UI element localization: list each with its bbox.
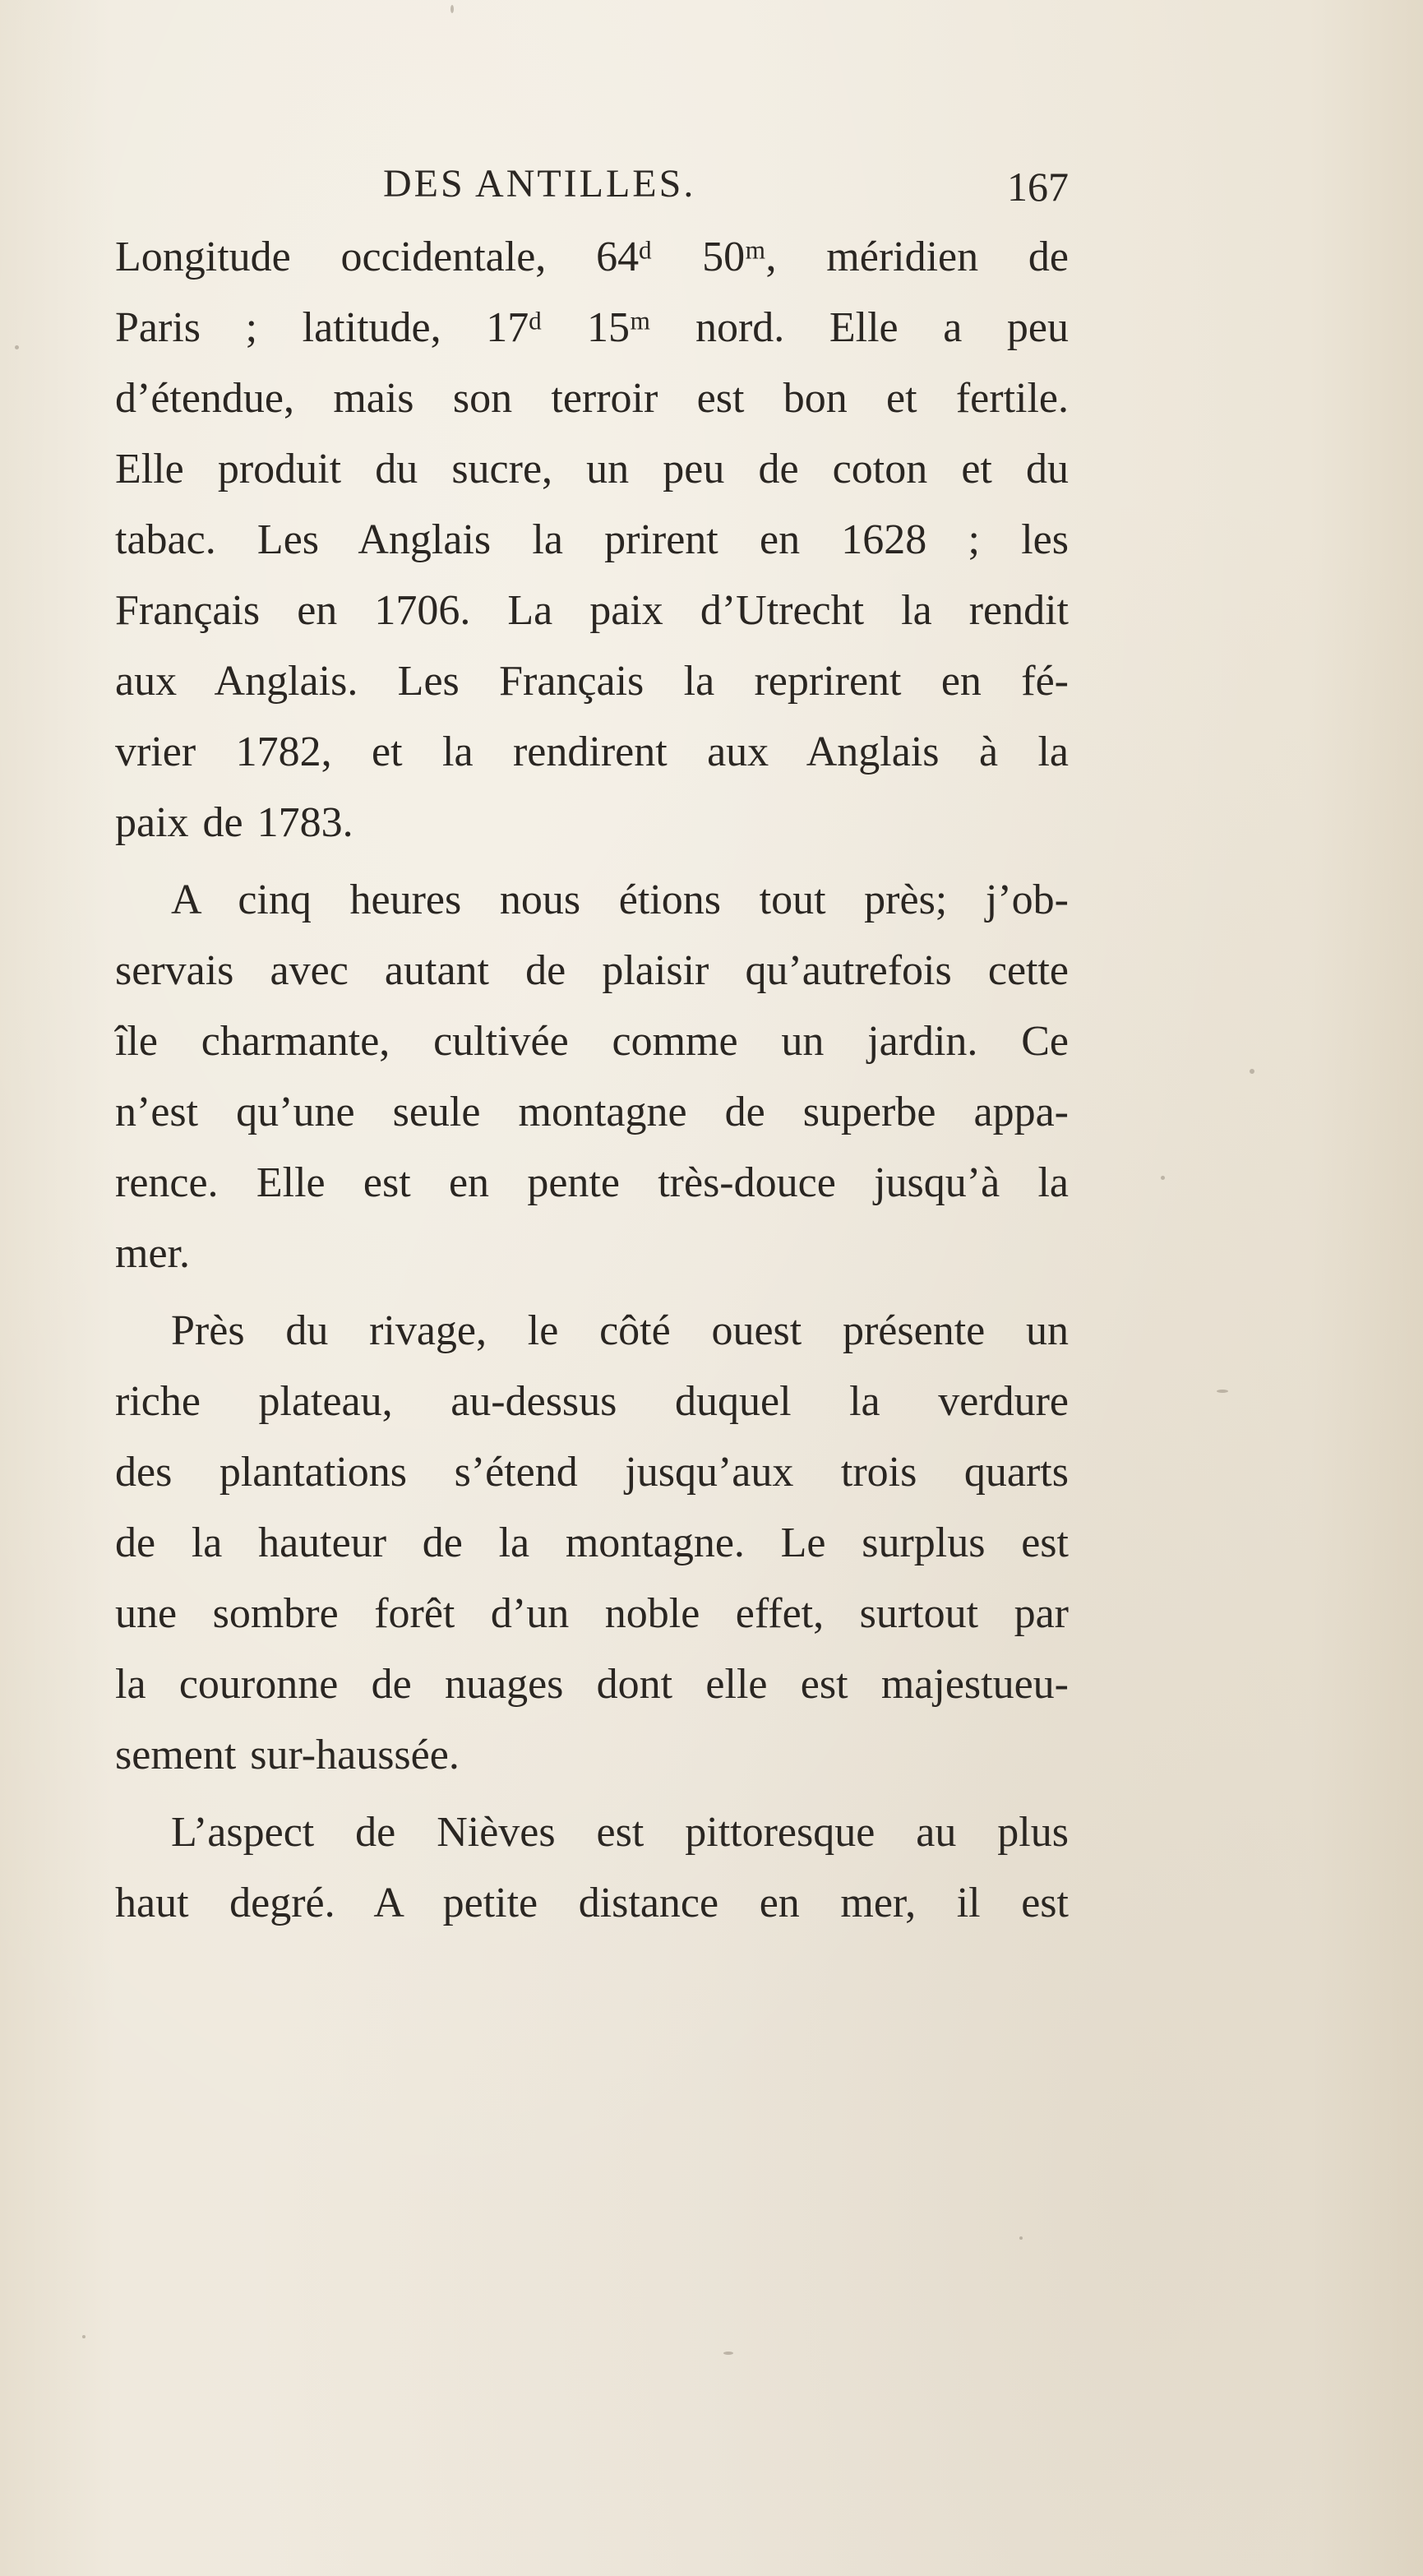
- text-line: L’aspect de Nièves est pittoresque au plus: [171, 1809, 1069, 1856]
- running-head: [107, 161, 1069, 219]
- paper-speck: [1161, 1176, 1165, 1180]
- text-line: tabac. Les Anglais la prirent en 1628 ; les: [115, 516, 1069, 563]
- text-line: une sombre forêt d’un noble effet, surtout par: [115, 1590, 1069, 1637]
- paragraph-3: [115, 1296, 1069, 1791]
- text-line: de la hauteur de la montagne. Le surplus est: [115, 1519, 1069, 1566]
- text-line: rence. Elle est en pente très-douce jusqu’à la: [115, 1159, 1069, 1206]
- text-line: la couronne de nuages dont elle est majestueu-: [115, 1661, 1069, 1708]
- paragraph-4: [115, 1797, 1069, 1939]
- text-line: vrier 1782, et la rendirent aux Anglais à la: [115, 728, 1069, 775]
- text-line: aux Anglais. Les Français la reprirent en fé-: [115, 658, 1069, 705]
- page-number: 167: [1007, 164, 1069, 210]
- text-line: Près du rivage, le côté ouest présente un: [171, 1307, 1069, 1354]
- text-line: mer.: [115, 1230, 190, 1277]
- text-line: paix de 1783.: [115, 799, 353, 846]
- paragraph-1: [115, 222, 1069, 858]
- text-line: servais avec autant de plaisir qu’autrefois cette: [115, 947, 1069, 994]
- text-line: d’étendue, mais son terroir est bon et fertile.: [115, 375, 1069, 422]
- text-line: Elle produit du sucre, un peu de coton et du: [115, 446, 1069, 493]
- running-title: DES ANTILLES.: [383, 162, 696, 206]
- text-line: Français en 1706. La paix d’Utrecht la rendit: [115, 587, 1069, 634]
- text-line: riche plateau, au-dessus duquel la verdure: [115, 1378, 1069, 1425]
- text-line: Paris ; latitude, 17ᵈ 15ᵐ nord. Elle a peu: [115, 304, 1069, 351]
- text-line: des plantations s’étend jusqu’aux trois quarts: [115, 1449, 1069, 1496]
- paper-speck: [450, 5, 454, 13]
- paper-speck: [1019, 2236, 1023, 2240]
- paper-speck: [723, 2352, 733, 2355]
- paper-speck: [82, 2335, 85, 2338]
- paper-speck: [1250, 1069, 1254, 1074]
- text-line: sement sur-haussée.: [115, 1732, 460, 1778]
- paragraph-2: [115, 865, 1069, 1289]
- text-line: Longitude occidentale, 64ᵈ 50ᵐ, méridien de: [115, 234, 1069, 280]
- text-line: n’est qu’une seule montagne de superbe appa-: [115, 1089, 1069, 1135]
- text-line: A cinq heures nous étions tout près; j’ob-: [171, 876, 1069, 923]
- paper-speck: [15, 345, 19, 349]
- paper-speck: [1217, 1390, 1228, 1393]
- text-line: île charmante, cultivée comme un jardin. Ce: [115, 1018, 1069, 1065]
- body-text: [115, 222, 1069, 1939]
- text-line: haut degré. A petite distance en mer, il est: [115, 1880, 1069, 1926]
